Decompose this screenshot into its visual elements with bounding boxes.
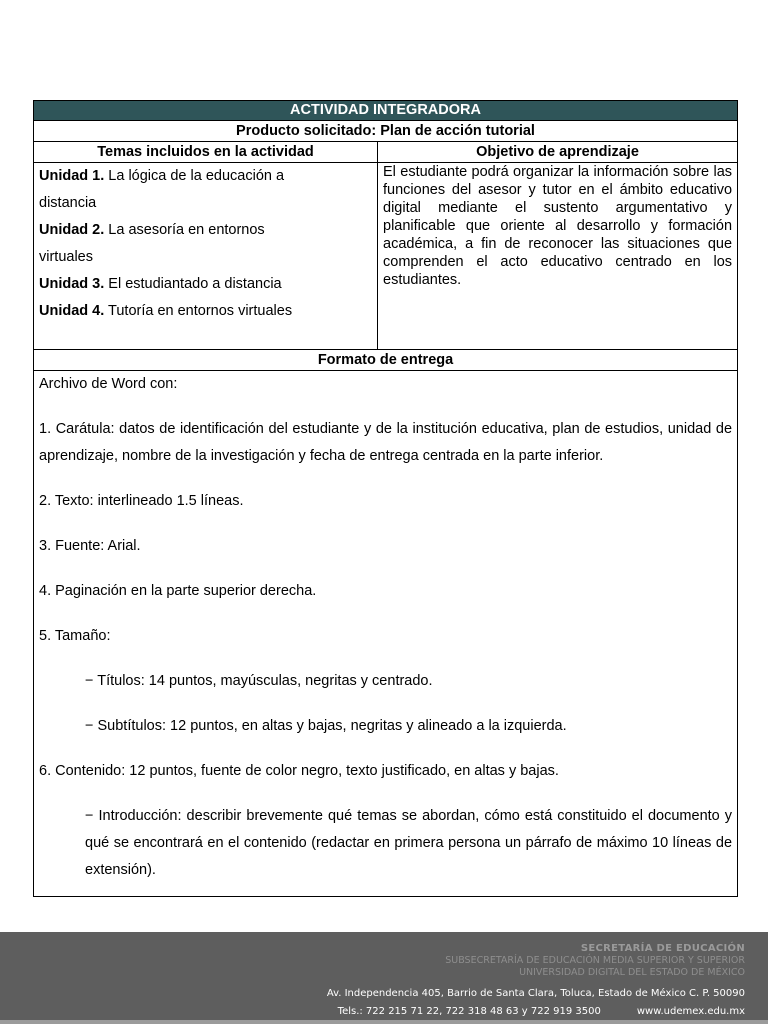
- footer-address: Av. Independencia 405, Barrio de Santa Clara, Toluca, Estado de México C. P. 50090: [326, 988, 745, 999]
- format-subitem: − Subtítulos: 12 puntos, en altas y bajas, negritas y alineado a la izquierda.: [85, 718, 567, 734]
- format-cell: [34, 371, 738, 897]
- footer-phones: Tels.: 722 215 71 22, 722 318 48 63 y 722 919 3500: [337, 1006, 601, 1017]
- page-footer: [0, 932, 768, 1024]
- unit-line: Unidad 2. La asesoría en entornos: [39, 222, 265, 238]
- activity-title-row: [34, 101, 738, 121]
- footer-universidad: UNIVERSIDAD DIGITAL DEL ESTADO DE MÉXICO: [519, 967, 745, 978]
- column-header-row: [34, 142, 738, 163]
- format-item: 1. Carátula: datos de identificación del estudiante y de la institución educativa, plan de estudios, unidad de aprendizaje, nombre de la investigación y fecha de entrega centrada en la parte inferior.: [39, 421, 733, 464]
- unit-line: Unidad 1. La lógica de la educación a: [39, 168, 285, 184]
- objective-text: El estudiante podrá organizar la información sobre las funciones del asesor y tutor en el ámbito educativo digital mediante el sustento argumentativo y planificable que oriente al desarrollo y formación académica, a fin de reconocer las situaciones que comprenden el acto educativo centrado en los estudiantes.: [378, 163, 738, 350]
- units-cell: [34, 163, 378, 350]
- format-subitem: − Títulos: 14 puntos, mayúsculas, negritas y centrado.: [85, 673, 433, 689]
- activity-title: ACTIVIDAD INTEGRADORA: [34, 101, 738, 121]
- format-item: 2. Texto: interlineado 1.5 líneas.: [39, 493, 244, 509]
- format-header-row: [34, 350, 738, 371]
- format-header: Formato de entrega: [34, 350, 738, 371]
- format-item: 3. Fuente: Arial.: [39, 538, 141, 554]
- footer-website-link[interactable]: www.udemex.edu.mx: [636, 1006, 745, 1017]
- activity-table: [33, 100, 738, 897]
- footer-bottom-bar: [0, 1020, 768, 1024]
- objective-header: Objetivo de aprendizaje: [378, 142, 738, 163]
- product-row: [34, 121, 738, 142]
- product-requested: Producto solicitado: Plan de acción tutorial: [34, 121, 738, 142]
- format-item: 5. Tamaño:: [39, 628, 111, 644]
- format-row: [34, 371, 738, 897]
- format-subitem: − Introducción: describir brevemente qué temas se abordan, cómo está constituido el documento y qué se encontrará en el contenido (redactar en primera persona un párrafo de máximo 10 líneas de extensión).: [85, 808, 733, 878]
- unit-line: virtuales: [39, 249, 93, 265]
- footer-contact: [338, 1006, 745, 1017]
- footer-secretaria: SECRETARÍA DE EDUCACIÓN: [580, 943, 745, 954]
- unit-line: distancia: [39, 195, 97, 211]
- content-row: [34, 163, 738, 350]
- unit-line: Unidad 4. Tutoría en entornos virtuales: [39, 303, 293, 319]
- format-item: Archivo de Word con:: [39, 376, 178, 392]
- format-item: 4. Paginación en la parte superior derecha.: [39, 583, 317, 599]
- topics-header: Temas incluidos en la actividad: [34, 142, 378, 163]
- unit-line: Unidad 3. El estudiantado a distancia: [39, 276, 282, 292]
- format-item: 6. Contenido: 12 puntos, fuente de color negro, texto justificado, en altas y bajas.: [39, 763, 559, 779]
- footer-subsecretaria: SUBSECRETARÍA DE EDUCACIÓN MEDIA SUPERIOR Y SUPERIOR: [445, 955, 745, 966]
